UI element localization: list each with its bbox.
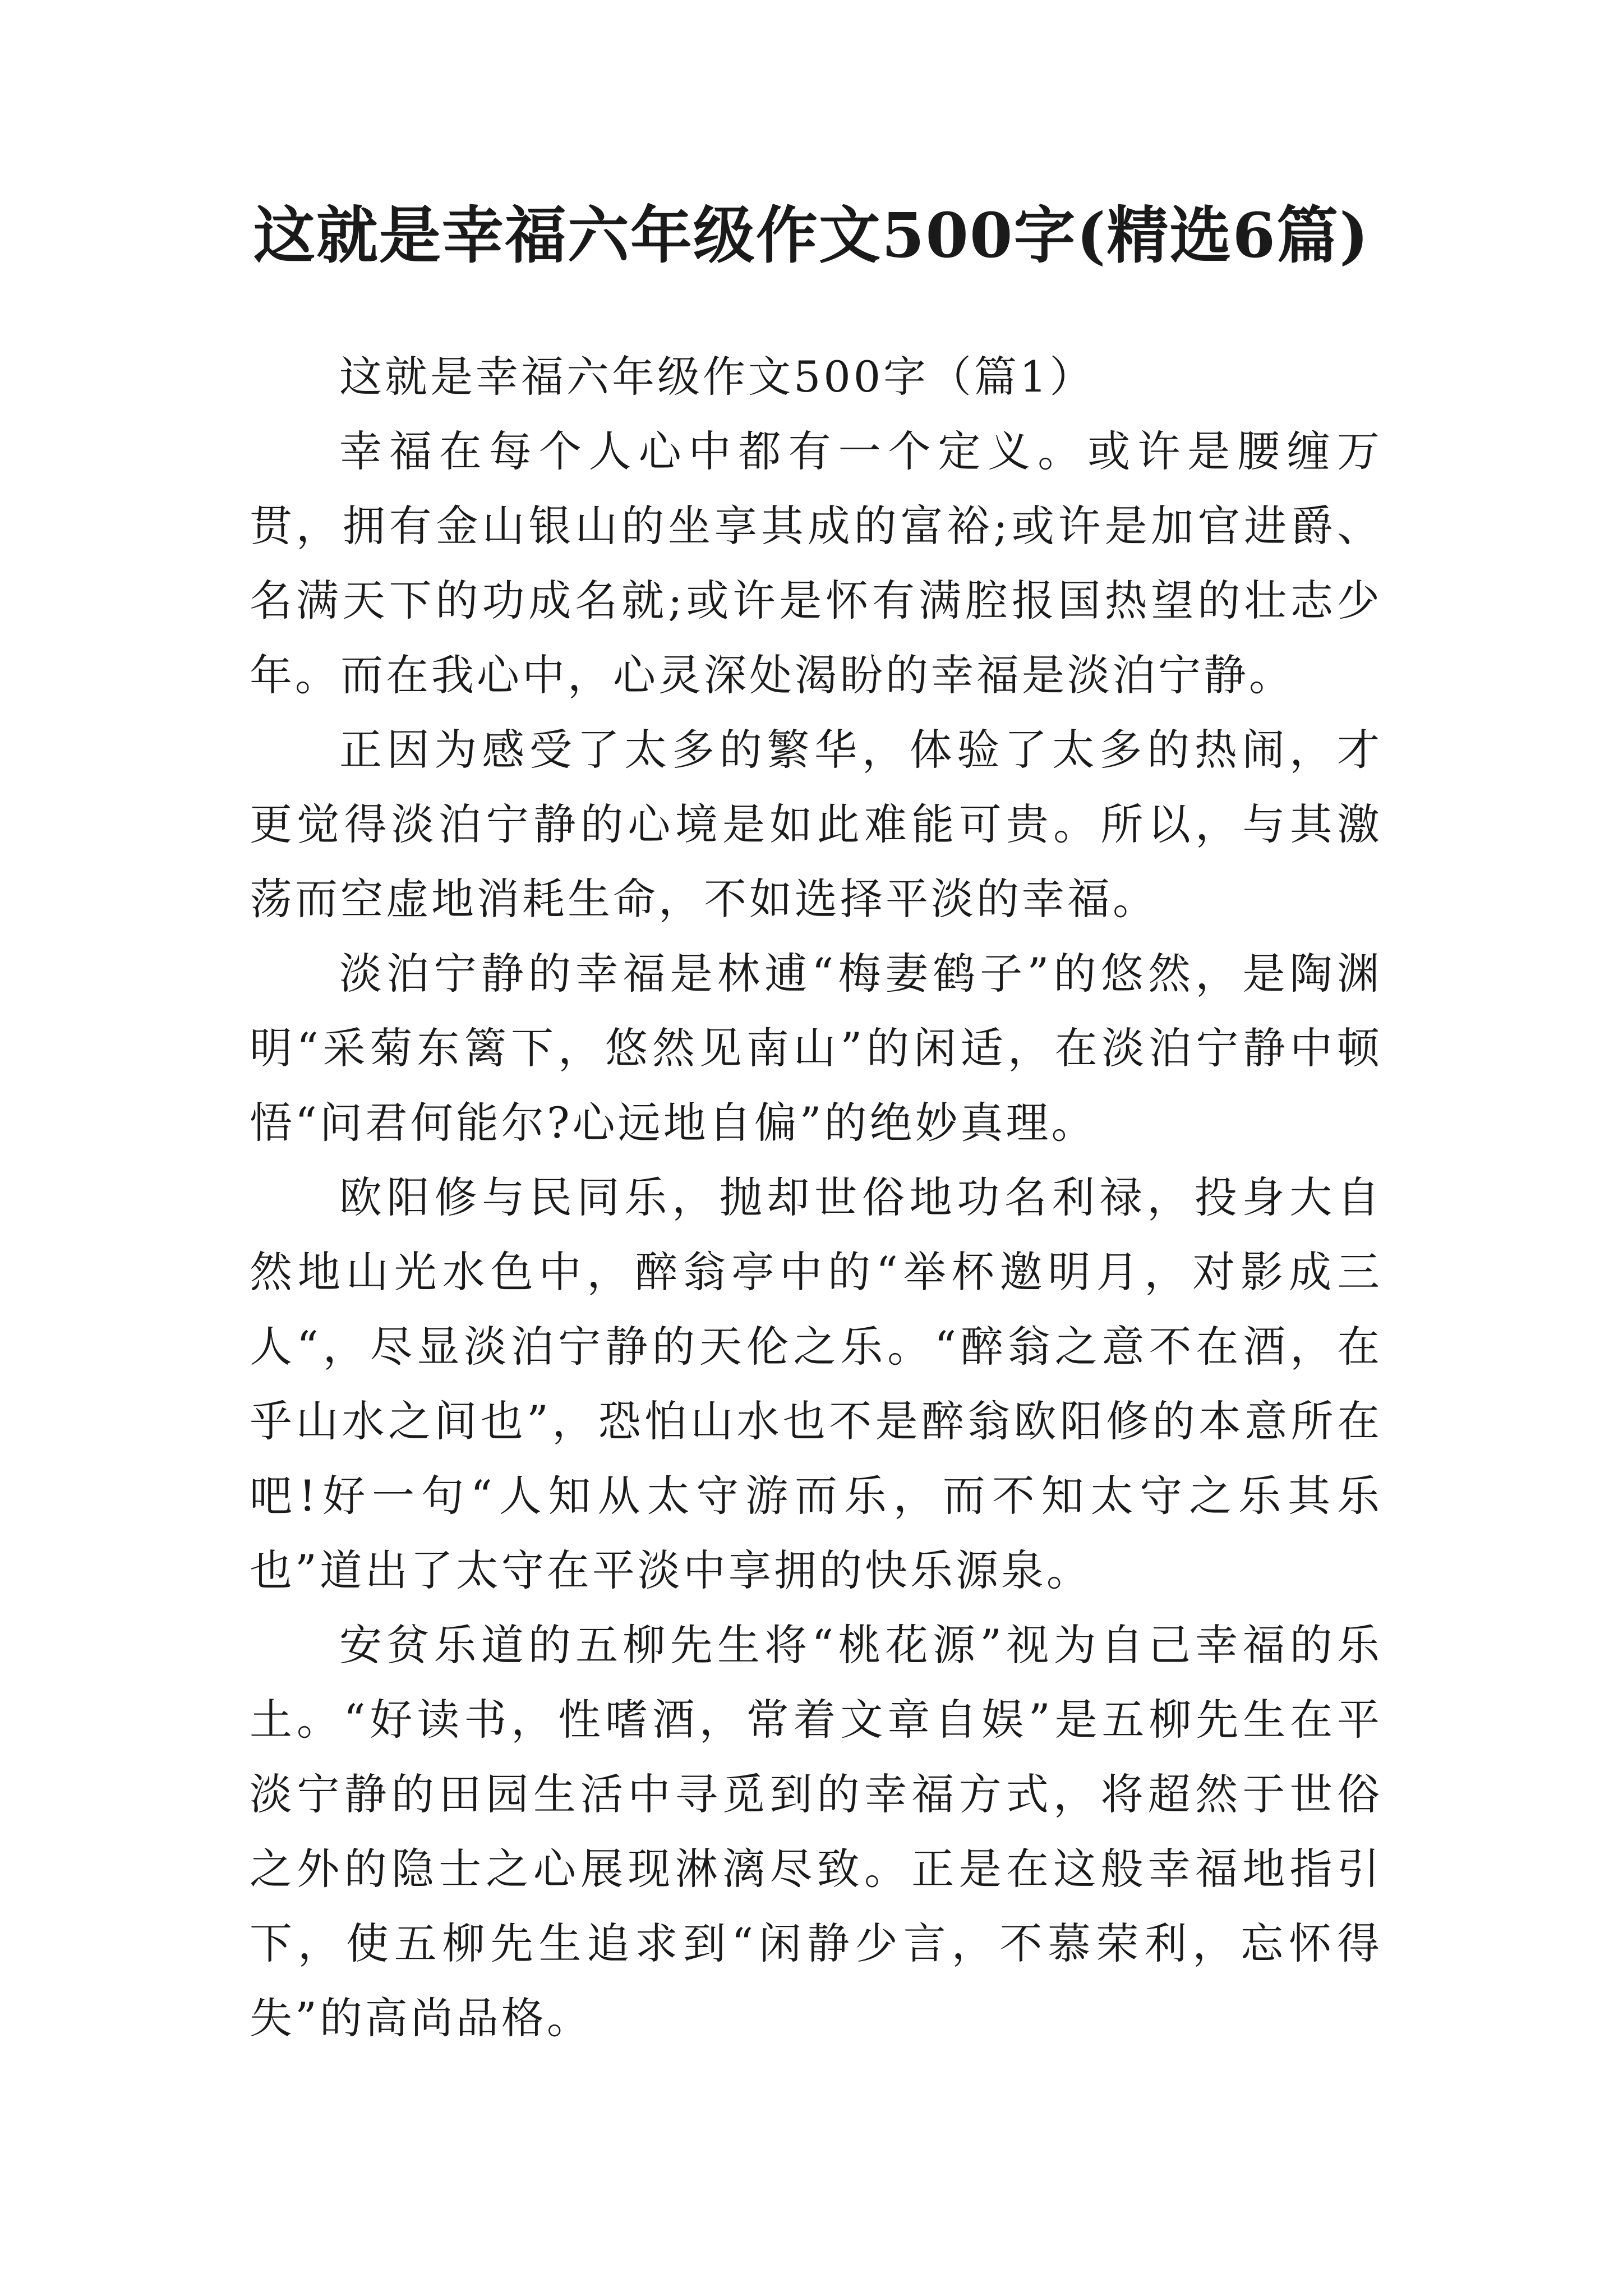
paragraph: 正因为感受了太多的繁华，体验了太多的热闹，才更觉得淡泊宁静的心境是如此难能可贵。所以，与其激荡而空虚地消耗生命，不如选择平淡的幸福。 xyxy=(250,725,1382,924)
paragraph: 幸福在每个人心中都有一个定义。或许是腰缠万贯，拥有金山银山的坐享其成的富裕;或许是加官进爵、名满天下的功成名就;或许是怀有满腔报国热望的壮志少年。而在我心中，心灵深处渴盼的幸福是淡泊宁静。 xyxy=(250,426,1382,700)
document-title: 这就是幸福六年级作文500字(精选6篇) xyxy=(253,199,1370,272)
paragraph: 淡泊宁静的幸福是林逋“梅妻鹤子”的悠然，是陶渊明“采菊东篱下，悠然见南山”的闲适，在淡泊宁静中顿悟“问君何能尔?心远地自偏”的绝妙真理。 xyxy=(250,949,1382,1148)
document-body xyxy=(250,339,1382,2055)
section-heading: 这就是幸福六年级作文500字（篇1） xyxy=(339,352,1095,402)
paragraph: 安贫乐道的五柳先生将“桃花源”视为自己幸福的乐土。“好读书，性嗜酒，常着文章自娱”是五柳先生在平淡宁静的田园生活中寻觅到的幸福方式，将超然于世俗之外的隐士之心展现淋漓尽致。正是在这般幸福地指引下，使五柳先生追求到“闲静少言，不慕荣利，忘怀得失”的高尚品格。 xyxy=(250,1620,1382,2043)
paragraph: 欧阳修与民同乐，抛却世俗地功名利禄，投身大自然地山光水色中，醉翁亭中的“举杯邀明月，对影成三人“，尽显淡泊宁静的天伦之乐。“醉翁之意不在酒，在乎山水之间也”，恐怕山水也不是醉翁欧阳修的本意所在吧!好一句“人知从太守游而乐，而不知太守之乐其乐也”道出了太守在平淡中享拥的快乐源泉。 xyxy=(250,1172,1382,1595)
